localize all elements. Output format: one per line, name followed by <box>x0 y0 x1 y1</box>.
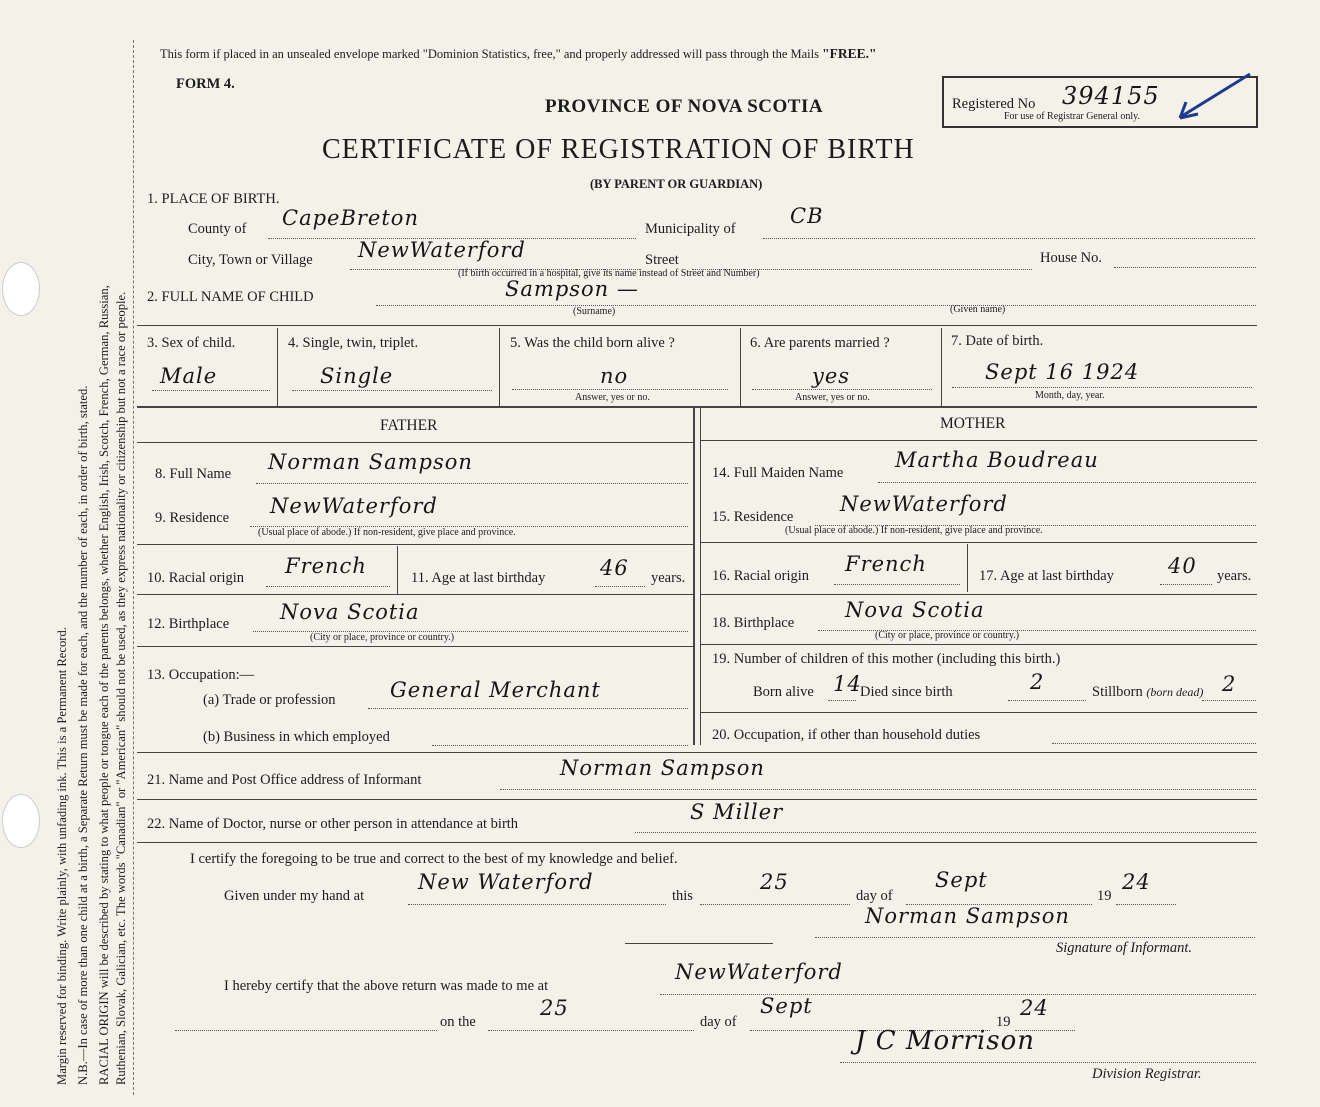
child-name-label: 2. FULL NAME OF CHILD <box>147 289 314 305</box>
rule <box>137 842 1257 843</box>
rule <box>701 644 1257 645</box>
on-the-label: on the <box>440 1014 476 1030</box>
cert-year-line <box>1116 904 1176 905</box>
father-birthplace-caption: (City or place, province or country.) <box>310 632 455 643</box>
registrar-caption: Division Registrar. <box>1092 1066 1202 1082</box>
given-under-label: Given under my hand at <box>224 888 365 904</box>
father-name-line <box>256 483 688 484</box>
informant-value: Norman Sampson <box>560 756 765 780</box>
rule <box>137 442 693 443</box>
born-alive-line <box>828 700 856 701</box>
registrar-day-of-label: day of <box>700 1014 737 1030</box>
registrar-place-line <box>660 994 1256 995</box>
county-value: CapeBreton <box>282 206 419 230</box>
born-alive-question: 5. Was the child born alive ? <box>510 335 675 351</box>
surname-caption: (Surname) <box>573 306 616 317</box>
child-name-line <box>376 305 1256 306</box>
informant-signature-line <box>815 937 1255 938</box>
mother-racial-value: French <box>845 552 927 576</box>
house-number-label: House No. <box>1040 250 1103 266</box>
stillborn-text: Stillborn <box>1092 684 1143 700</box>
mail-notice: This form if placed in an unsealed envelope marked "Dominion Statistics, free," and properly addressed will pass through the Mails "FREE." <box>160 46 877 61</box>
province-heading: PROVINCE OF NOVA SCOTIA <box>545 96 824 117</box>
rule <box>693 408 695 745</box>
father-age-label: 11. Age at last birthday <box>411 570 546 586</box>
rule <box>701 594 1257 595</box>
dob-caption: Month, day, year. <box>1035 390 1105 401</box>
house-number-line <box>1114 267 1256 268</box>
cert-year-prefix: 19 <box>1097 888 1112 904</box>
registrar-signature: J C Morrison <box>855 1026 1036 1056</box>
mother-age-suffix: years. <box>1217 568 1252 584</box>
stillborn-label <box>1092 684 1203 701</box>
born-alive-line <box>512 389 728 390</box>
sex-value: Male <box>160 364 218 388</box>
informant-line <box>500 789 1256 790</box>
document-subtitle: (BY PARENT OR GUARDIAN) <box>590 177 763 191</box>
rule <box>625 943 773 944</box>
rule <box>397 546 398 594</box>
mother-heading: MOTHER <box>940 415 1006 432</box>
born-alive-value: 14 <box>833 672 862 696</box>
margin-note-3: RACIAL ORIGIN will be described by stating to what people or tongue each of the parents belongs, whether English, Irish, Scotch, French, German, Russian, <box>97 285 111 1085</box>
trade-value: General Merchant <box>390 678 601 702</box>
father-name-value: Norman Sampson <box>268 450 473 474</box>
born-alive-answer: no <box>600 364 629 388</box>
registered-number: 394155 <box>1062 82 1160 110</box>
rule <box>277 328 278 406</box>
this-label: this <box>672 888 693 904</box>
plurality-label: 4. Single, twin, triplet. <box>288 335 419 351</box>
dob-label: 7. Date of birth. <box>951 333 1044 349</box>
parents-married-line <box>752 389 932 390</box>
place-of-birth-label: 1. PLACE OF BIRTH. <box>147 191 280 207</box>
margin-note-1: Margin reserved for binding. Write plainly, with unfading ink. This is a Permanent Record. <box>55 627 69 1085</box>
rule <box>967 544 968 592</box>
trade-label: (a) Trade or profession <box>203 692 336 708</box>
rule <box>701 712 1257 713</box>
hospital-note: (If birth occurred in a hospital, give its name instead of Street and Number) <box>458 268 760 279</box>
father-racial-label: 10. Racial origin <box>147 570 245 586</box>
father-heading: FATHER <box>380 417 438 434</box>
child-surname-value: Sampson — <box>505 277 639 301</box>
died-since-birth-label: Died since birth <box>860 684 953 700</box>
registrar-note: For use of Registrar General only. <box>1004 111 1140 122</box>
city-label: City, Town or Village <box>188 252 313 268</box>
mother-birthplace-value: Nova Scotia <box>845 598 985 622</box>
registrar-place-value: NewWaterford <box>675 960 843 984</box>
doctor-label: 22. Name of Doctor, nurse or other person in attendance at birth <box>147 816 519 832</box>
father-birthplace-value: Nova Scotia <box>280 600 420 624</box>
sex-label: 3. Sex of child. <box>147 335 236 351</box>
father-age-suffix: years. <box>651 570 686 586</box>
answer-caption: Answer, yes or no. <box>795 392 870 403</box>
mother-birthplace-label: 18. Birthplace <box>712 615 795 631</box>
punch-hole <box>2 794 40 848</box>
given-place-value: New Waterford <box>418 870 594 894</box>
margin-note-4: Ruthenian, Slovak, Galician, etc. The words "Canadian" or "American" should not be used, as they express nationality or citizenship but not a race or people. <box>114 291 128 1085</box>
doctor-line <box>635 832 1256 833</box>
father-residence-caption: (Usual place of abode.) If non-resident, give place and province. <box>258 527 516 538</box>
doctor-value: S Miller <box>690 800 784 824</box>
cert-day-value: 25 <box>760 870 789 894</box>
rule <box>137 544 693 545</box>
mother-name-value: Martha Boudreau <box>895 448 1099 472</box>
occupation-label: 13. Occupation:— <box>147 667 255 683</box>
business-label: (b) Business in which employed <box>203 729 390 745</box>
informant-signature: Norman Sampson <box>865 904 1070 928</box>
city-value: NewWaterford <box>358 238 526 262</box>
mother-birthplace-caption: (City or place, province or country.) <box>875 630 1020 641</box>
rule <box>499 328 500 406</box>
informant-signature-caption: Signature of Informant. <box>1056 940 1193 956</box>
mother-name-label: 14. Full Maiden Name <box>712 465 844 481</box>
rule <box>137 752 1257 753</box>
father-birthplace-label: 12. Birthplace <box>147 616 230 632</box>
rule <box>137 594 693 595</box>
father-residence-value: NewWaterford <box>270 494 438 518</box>
mother-residence-caption: (Usual place of abode.) If non-resident, give place and province. <box>785 525 1043 536</box>
answer-caption: Answer, yes or no. <box>575 392 650 403</box>
mother-racial-line <box>834 584 960 585</box>
children-count-label: 19. Number of children of this mother (including this birth.) <box>712 651 1061 667</box>
municipality-label: Municipality of <box>645 221 736 237</box>
rule <box>137 325 1257 326</box>
informant-label: 21. Name and Post Office address of Informant <box>147 772 422 788</box>
cert-year-value: 24 <box>1122 870 1151 894</box>
sex-line <box>152 390 270 391</box>
registered-label: Registered No <box>952 96 1036 112</box>
mother-occupation-label: 20. Occupation, if other than household duties <box>712 727 981 743</box>
cert-month-value: Sept <box>935 868 988 892</box>
stillborn-line <box>1202 700 1256 701</box>
rule <box>701 542 1257 543</box>
mother-age-label: 17. Age at last birthday <box>979 568 1114 584</box>
died-since-birth-value: 2 <box>1030 670 1045 694</box>
mother-racial-label: 16. Racial origin <box>712 568 810 584</box>
binding-margin <box>0 0 135 1107</box>
mother-residence-value: NewWaterford <box>840 492 1008 516</box>
cert-day-line <box>700 904 850 905</box>
check-arrow-mark <box>1170 68 1260 128</box>
given-place-line <box>408 904 666 905</box>
born-alive-label: Born alive <box>753 684 814 700</box>
stillborn-note: (born dead) <box>1146 685 1204 699</box>
certification-statement: I certify the foregoing to be true and correct to the best of my knowledge and belief. <box>190 851 678 867</box>
father-racial-value: French <box>285 554 367 578</box>
rule <box>137 406 1257 408</box>
registrar-year-value: 24 <box>1020 996 1049 1020</box>
father-age-value: 46 <box>600 556 629 580</box>
form-number: FORM 4. <box>176 76 235 92</box>
plurality-value: Single <box>320 364 394 388</box>
father-age-line <box>595 586 645 587</box>
stillborn-value: 2 <box>1222 672 1237 696</box>
father-name-label: 8. Full Name <box>155 466 232 482</box>
municipality-line <box>763 238 1255 239</box>
mother-age-value: 40 <box>1168 554 1197 578</box>
registrar-month-value: Sept <box>760 994 813 1018</box>
parents-married-answer: yes <box>812 364 851 388</box>
business-line <box>432 745 688 746</box>
father-residence-label: 9. Residence <box>155 510 230 526</box>
registrar-year-prefix: 19 <box>996 1014 1011 1030</box>
rule <box>700 408 701 745</box>
cert-day-of-label: day of <box>856 888 893 904</box>
rule <box>740 328 741 406</box>
mother-occupation-line <box>1052 743 1256 744</box>
given-name-caption: (Given name) <box>950 304 1006 315</box>
died-since-birth-line <box>1008 700 1086 701</box>
trade-line <box>368 708 688 709</box>
mother-age-line <box>1160 584 1212 585</box>
dob-value: Sept 16 1924 <box>985 360 1140 384</box>
dob-line <box>952 387 1252 388</box>
parents-married-question: 6. Are parents married ? <box>750 335 890 351</box>
plurality-line <box>292 390 492 391</box>
registrar-day-value: 25 <box>540 996 569 1020</box>
registrar-signature-line <box>840 1062 1256 1063</box>
document-title: CERTIFICATE OF REGISTRATION OF BIRTH <box>322 134 915 165</box>
registrar-statement: I hereby certify that the above return was made to me at <box>224 978 549 994</box>
margin-note-2: N.B.—In case of more than one child at a birth, a Separate Return must be made for each, and the number of each, in order of birth, stated. <box>76 385 90 1085</box>
father-racial-line <box>266 586 390 587</box>
registrar-pre-line <box>175 1030 437 1031</box>
registrar-day-line <box>488 1030 694 1031</box>
margin-divider <box>133 40 134 1095</box>
rule <box>701 440 1257 441</box>
rule <box>941 328 942 406</box>
county-label: County of <box>188 221 247 237</box>
mother-name-line <box>878 482 1256 483</box>
mother-residence-label: 15. Residence <box>712 509 794 525</box>
rule <box>137 646 693 647</box>
punch-hole <box>2 262 40 316</box>
street-label: Street <box>645 252 679 268</box>
municipality-value: CB <box>790 204 824 228</box>
